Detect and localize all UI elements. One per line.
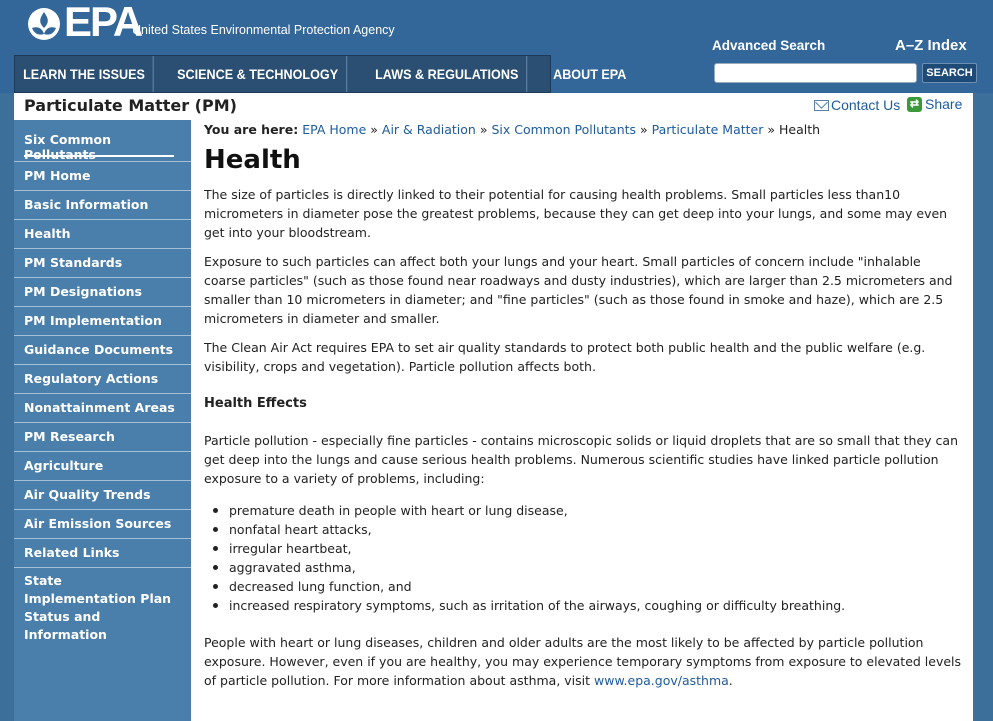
list-item: irregular heartbeat,: [229, 539, 963, 558]
breadcrumb-separator: »: [767, 122, 776, 137]
paragraph-4: Particle pollution - especially fine particles - contains microscopic solids or liquid droplets that are so small that they can get deep into the lungs and cause serious health problems. Numerous scientific studies have linked particle pollution exposure to a variety of problems, including:: [204, 433, 958, 486]
list-item: increased respiratory symptoms, such as irritation of the airways, coughing or difficulty breathing.: [229, 596, 963, 615]
sidebar-item-air-quality-trends[interactable]: Air Quality Trends: [14, 481, 191, 510]
breadcrumb: [204, 122, 963, 137]
search-input[interactable]: [714, 63, 917, 83]
advanced-search-link[interactable]: Advanced Search: [712, 38, 826, 53]
contact-us-label: Contact Us: [831, 97, 901, 113]
breadcrumb-separator: »: [479, 122, 488, 137]
main-nav: [14, 55, 627, 93]
paragraph-2: Exposure to such particles can affect both your lungs and your heart. Small particles of concern include "inhalable coarse particles" (such as those found near roadways and dusty industries), which are larger than 2.5 micrometers and smaller than 10 micrometers in diameter; and "fine particles" (such as those found in smoke and haze), which are 2.5 micrometers in diameter and smaller.: [204, 254, 953, 326]
paragraph-1: The size of particles is directly linked to their potential for causing health problems. Small particles less than10 micrometers in diameter pose the greatest problems, because they can get deep into your lungs, and some may even get into your bloodstream.: [204, 187, 948, 240]
sidebar-item-basic-information[interactable]: Basic Information: [14, 191, 191, 220]
sidebar-item-pm-designations[interactable]: PM Designations: [14, 278, 191, 307]
sidebar-item-state-implementation[interactable]: State Implementation Plan Status and Information: [24, 573, 172, 642]
breadcrumb-six-common-pollutants[interactable]: Six Common Pollutants: [491, 122, 637, 137]
effects-list: [204, 501, 963, 615]
page-title: Particulate Matter (PM): [24, 96, 237, 115]
site-header: [0, 0, 993, 93]
epa-flower-icon: [26, 6, 62, 42]
page-title-bar: [14, 93, 973, 120]
breadcrumb-separator: »: [370, 122, 378, 137]
nav-about-epa[interactable]: ABOUT EPA: [553, 66, 627, 82]
breadcrumb-epa-home[interactable]: EPA Home: [302, 122, 367, 137]
main-content: [191, 120, 973, 721]
content-heading: Health: [204, 145, 301, 175]
sidebar-item-agriculture[interactable]: Agriculture: [14, 452, 191, 481]
sidebar-item-regulatory-actions[interactable]: Regulatory Actions: [14, 365, 191, 394]
sidebar-item-pm-home[interactable]: PM Home: [14, 162, 191, 191]
sidebar-item-related-links[interactable]: Related Links: [14, 539, 191, 568]
nav-laws-regulations[interactable]: LAWS & REGULATIONS: [367, 56, 527, 92]
sidebar-item-pm-research[interactable]: PM Research: [14, 423, 191, 452]
paragraph-5: People with heart or lung diseases, children and older adults are the most likely to be affected by particle pollution exposure. However, even if you are healthy, you may experience temporary symptoms from exposure to elevated levels of particle pollution. For more information about asthma, visit www.epa.gov/asthma.: [204, 635, 962, 688]
breadcrumb-separator: »: [640, 122, 648, 137]
list-item: nonfatal heart attacks,: [229, 520, 963, 539]
nav-science-technology[interactable]: SCIENCE & TECHNOLOGY: [169, 56, 347, 92]
sidebar-heading[interactable]: Six Common: [14, 120, 191, 162]
sidebar-item-health[interactable]: Health: [14, 220, 191, 249]
agency-name: United States Environmental Protection Agency: [132, 23, 395, 37]
sidebar-heading-underline: [24, 155, 174, 157]
share-label: Share: [925, 96, 963, 112]
logo-text: EPA: [64, 0, 142, 45]
nav-learn-the-issues[interactable]: LEARN THE ISSUES: [15, 56, 154, 92]
breadcrumb-particulate-matter[interactable]: Particulate Matter: [651, 122, 764, 137]
sidebar-item-guidance-documents[interactable]: Guidance Documents: [14, 336, 191, 365]
breadcrumb-air-radiation[interactable]: Air & Radiation: [381, 122, 476, 137]
az-index-link[interactable]: A–Z Index: [895, 37, 967, 54]
breadcrumb-label: You are here:: [204, 122, 299, 137]
mail-icon: [814, 100, 829, 111]
list-item: decreased lung function, and: [229, 577, 963, 596]
list-item: premature death in people with heart or lung disease,: [229, 501, 963, 520]
sidebar-item-pm-standards[interactable]: PM Standards: [14, 249, 191, 278]
sidebar-item-pm-implementation[interactable]: PM Implementation: [14, 307, 191, 336]
search-button[interactable]: SEARCH: [922, 63, 977, 83]
paragraph-3: The Clean Air Act requires EPA to set air quality standards to protect both public health and the public welfare (e.g. visibility, crops and vegetation). Particle pollution affects both.: [204, 340, 926, 374]
list-item: aggravated asthma,: [229, 558, 963, 577]
health-effects-heading: Health Effects: [204, 396, 307, 411]
sidebar: [14, 120, 191, 721]
epa-logo[interactable]: [26, 0, 142, 45]
sidebar-item-air-emission-sources[interactable]: Air Emission Sources: [14, 510, 191, 539]
share-link[interactable]: [907, 96, 962, 112]
share-icon: ⇄: [907, 97, 922, 112]
breadcrumb-current: Health: [779, 122, 821, 137]
contact-us-link[interactable]: [814, 97, 900, 113]
asthma-link[interactable]: www.epa.gov/asthma: [594, 673, 729, 688]
sidebar-item-nonattainment-areas[interactable]: Nonattainment Areas: [14, 394, 191, 423]
